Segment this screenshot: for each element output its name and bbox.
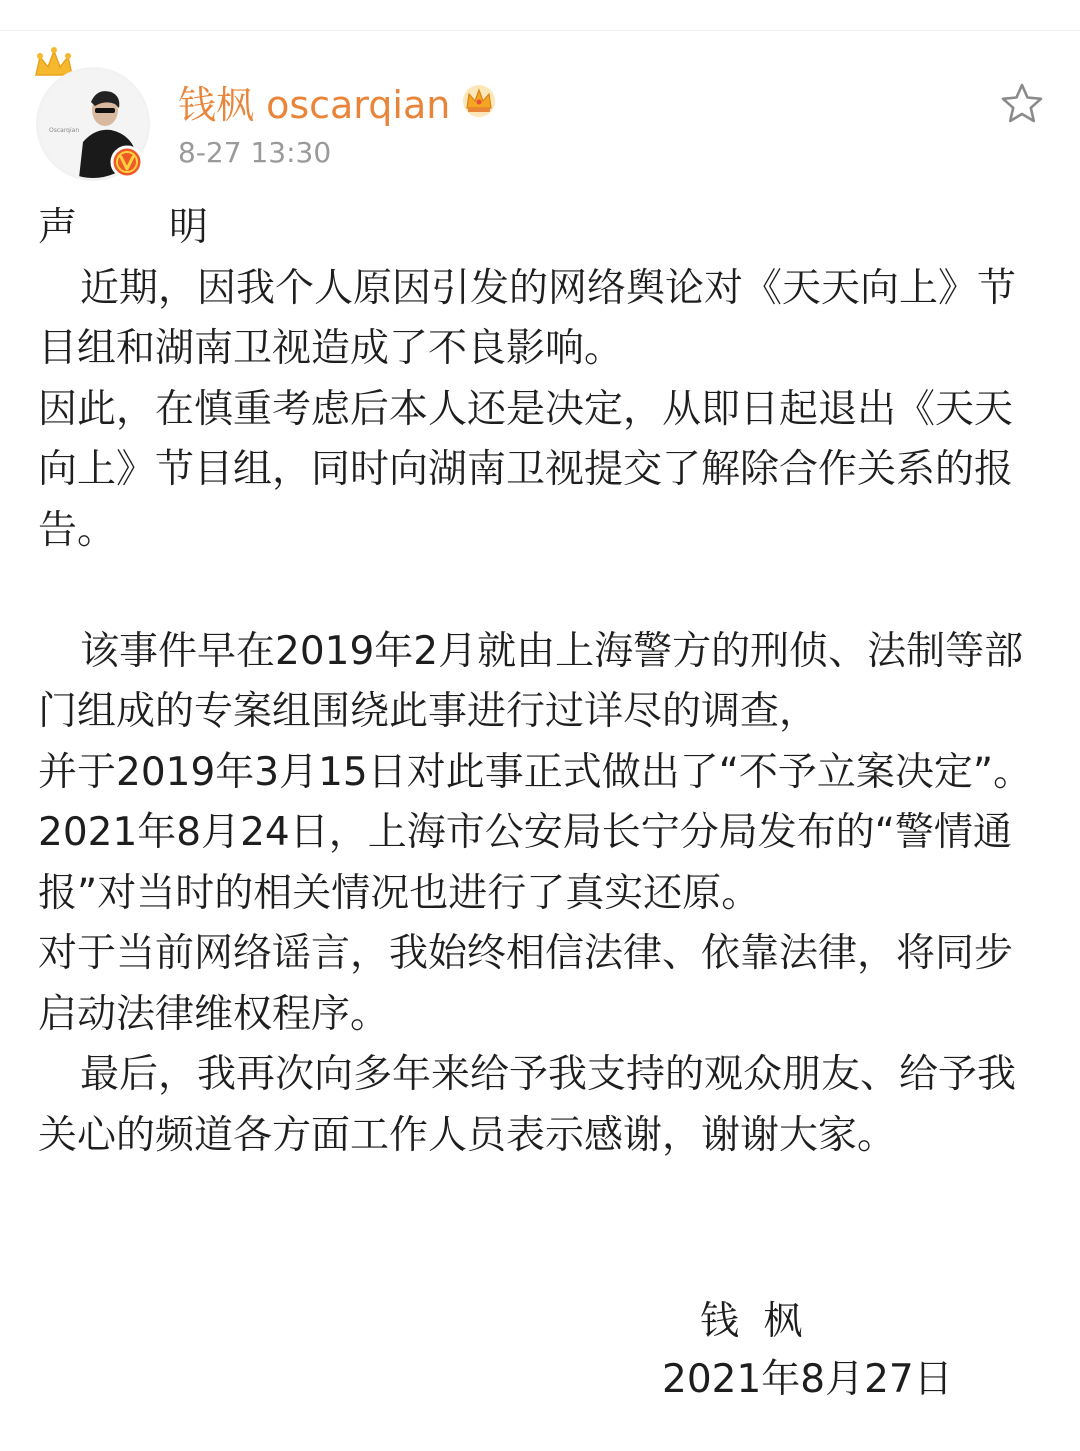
crown-icon[interactable]: [460, 82, 498, 120]
statement-body: [38, 198, 1048, 1166]
paragraph-gap: [38, 561, 1048, 622]
username-link[interactable]: 钱枫 oscarqian: [178, 82, 451, 127]
avatar-group[interactable]: [32, 45, 152, 175]
avatar-caption: Oscarqian: [49, 127, 80, 134]
star-outline-icon[interactable]: [998, 80, 1046, 128]
statement-title: 声明: [38, 205, 301, 250]
statement-paragraph: 近期，因我个人原因引发的网络舆论对《天天向上》节目组和湖南卫视造成了不良影响。: [38, 265, 1017, 371]
post-timestamp: 8-27 13:30: [178, 136, 332, 169]
statement-paragraph: 该事件早在2019年2月就由上海警方的刑侦、法制等部门组成的专案组围绕此事进行过详尽的调查，: [38, 628, 1024, 734]
signature: 钱 枫: [700, 1299, 809, 1344]
statement-paragraph: 对于当前网络谣言，我始终相信法律、依靠法律，将同步启动法律维权程序。: [38, 931, 1014, 1037]
signature-date: 2021年8月27日: [662, 1357, 953, 1402]
top-strip: [0, 0, 1080, 31]
statement-paragraph: 因此，在慎重考虑后本人还是决定，从即日起退出《天天向上》节目组，同时向湖南卫视提交了解除合作关系的报告。: [38, 386, 1014, 553]
statement-paragraph: 并于2019年3月15日对此事正式做出了“不予立案决定”。2021年8月24日，上海市公安局长宁分局发布的“警情通报”对当时的相关情况也进行了真实还原。: [38, 749, 1033, 916]
statement-paragraph: 最后，我再次向多年来给予我支持的观众朋友、给予我关心的频道各方面工作人员表示感谢，谢谢大家。: [38, 1052, 1017, 1158]
verified-v-icon: [110, 145, 144, 179]
username-row: [178, 76, 498, 126]
